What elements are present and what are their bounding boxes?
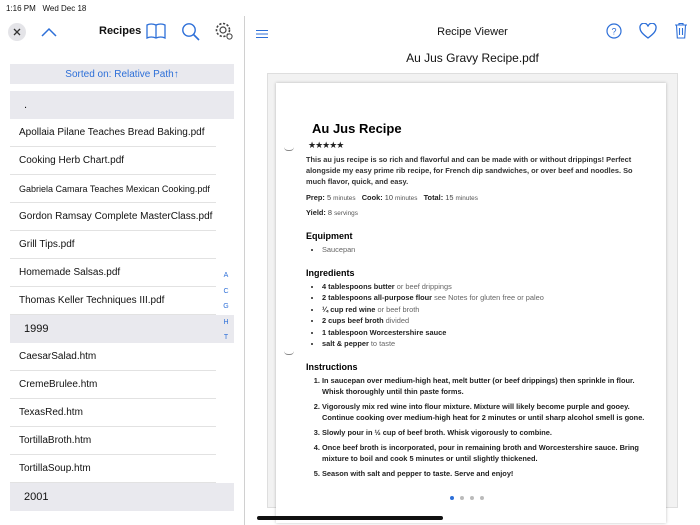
svg-text:?: ? (611, 26, 617, 37)
list-item[interactable]: CremeBrulee.htm (10, 371, 216, 399)
collapse-button[interactable] (40, 25, 58, 43)
ingredient-item: • 1 tablespoon Worcestershire sauce (322, 327, 648, 339)
ingredient-item: • 4 tablespoons butter or beef drippings (322, 281, 648, 293)
section-header: 2001 (10, 483, 234, 511)
index-letter[interactable]: T (223, 334, 229, 341)
heart-icon (639, 23, 657, 39)
ingredient-item: • salt & pepper to taste (322, 338, 648, 350)
index-letter[interactable]: H (223, 318, 229, 326)
page-dot[interactable] (460, 496, 464, 500)
section-header: 1999 (10, 315, 234, 343)
equipment-list (306, 244, 648, 256)
close-icon (13, 28, 21, 36)
list-item[interactable]: Grill Tips.pdf (10, 231, 216, 259)
page-mark (284, 147, 294, 151)
pdf-viewer[interactable] (267, 73, 678, 508)
settings-button[interactable] (214, 21, 234, 46)
instruction-step: 4. Once beef broth is incorporated, pour in remaining broth and Worcestershire sauce. Bring mixture to boil and cook 5 minutes or until slightly thickened. (322, 442, 648, 464)
instruction-step: 3. Slowly pour in ½ cup of beef broth. Whisk vigorously to combine. (322, 427, 648, 438)
index-letter[interactable]: A (223, 272, 229, 279)
status-bar (0, 0, 700, 16)
equipment-heading: Equipment (306, 231, 353, 241)
list-item[interactable]: TortillaSoup.htm (10, 455, 216, 483)
close-button[interactable] (8, 23, 26, 41)
instruction-step: 1. In saucepan over medium-high heat, melt butter (or beef drippings) then sprinkle in flour. Whisk thoroughly until thin paste forms. (322, 375, 648, 397)
info-button[interactable] (606, 23, 622, 44)
list-item[interactable]: Cooking Herb Chart.pdf (10, 147, 216, 175)
file-browser-toolbar (0, 16, 244, 46)
recipe-description: This au jus recipe is so rich and flavorful and can be made with or without drippings! Perfect alongside my easy prime rib recipe, for French dip sandwiches, or over beef and noodles. So much flavor, quick, and easy. (306, 155, 633, 186)
recipe-yield: Yield: 8 servings (306, 208, 358, 217)
chevron-up-icon (40, 26, 58, 38)
page-mark (284, 351, 294, 355)
list-item[interactable]: Thomas Keller Techniques III.pdf (10, 287, 216, 315)
rating-stars: ★★★★★ (308, 140, 344, 150)
library-button[interactable] (146, 22, 166, 45)
file-browser-pane (0, 16, 244, 525)
delete-button[interactable] (674, 22, 688, 44)
search-icon (181, 22, 200, 41)
instructions-list (306, 375, 648, 479)
page-indicator[interactable] (450, 496, 484, 500)
list-item[interactable]: TexasRed.htm (10, 399, 216, 427)
viewer-title: Recipe Viewer (437, 26, 508, 38)
index-letter[interactable]: G (223, 303, 229, 310)
recipe-times: Prep: 5 minutes Cook: 10 minutes Total: 15 minutes (306, 193, 478, 202)
ingredients-list (306, 281, 648, 350)
ingredients-heading: Ingredients (306, 267, 355, 278)
trash-icon (674, 22, 688, 39)
book-icon (146, 22, 166, 40)
instructions-heading: Instructions (306, 361, 358, 372)
list-item[interactable]: TortillaBroth.htm (10, 427, 216, 455)
ingredient-item: • 2 cups beef broth divided (322, 315, 648, 327)
list-item[interactable]: Homemade Salsas.pdf (10, 259, 216, 287)
recipe-title: Au Jus Recipe (312, 121, 402, 136)
help-icon (606, 23, 622, 39)
recipe-viewer-pane (245, 16, 700, 525)
list-item[interactable]: CaesarSalad.htm (10, 343, 216, 371)
section-header: . (10, 91, 234, 119)
file-list (10, 91, 234, 511)
status-time-date: 1:16 PM Wed Dec 18 (6, 4, 87, 13)
ingredient-item: • 2 tablespoons all-purpose flour see Notes for gluten free or paleo (322, 292, 648, 304)
list-item[interactable]: Gordon Ramsay Complete MasterClass.pdf (10, 203, 216, 231)
instruction-step: 2. Vigorously mix red wine into flour mixture. Mixture will likely become purple and gooey. Continue cooking over medium-high heat for 2 minutes or until sharp alcohol smell is gone. (322, 401, 648, 423)
page-dot[interactable] (480, 496, 484, 500)
search-button[interactable] (181, 22, 200, 46)
document-filename: Au Jus Gravy Recipe.pdf (406, 51, 539, 65)
page-dot[interactable] (470, 496, 474, 500)
home-indicator[interactable] (257, 516, 443, 520)
instruction-step: 5. Season with salt and pepper to taste. Serve and enjoy! (322, 468, 648, 479)
sort-button[interactable]: Sorted on: Relative Path↑ (10, 64, 234, 84)
pane-title: Recipes (99, 25, 142, 37)
page-dot[interactable] (450, 496, 454, 500)
section-index[interactable] (221, 272, 231, 350)
equipment-item: • Saucepan (322, 244, 648, 256)
favorite-button[interactable] (639, 23, 657, 44)
list-item[interactable]: Gabriela Camara Teaches Mexican Cooking.pdf (10, 175, 216, 203)
gear-icon (214, 21, 234, 41)
pdf-page (276, 83, 666, 523)
list-item[interactable]: Apollaia Pilane Teaches Bread Baking.pdf (10, 119, 216, 147)
index-letter[interactable]: C (223, 287, 229, 295)
ingredient-item: • ¼ cup red wine or beef broth (322, 304, 648, 316)
